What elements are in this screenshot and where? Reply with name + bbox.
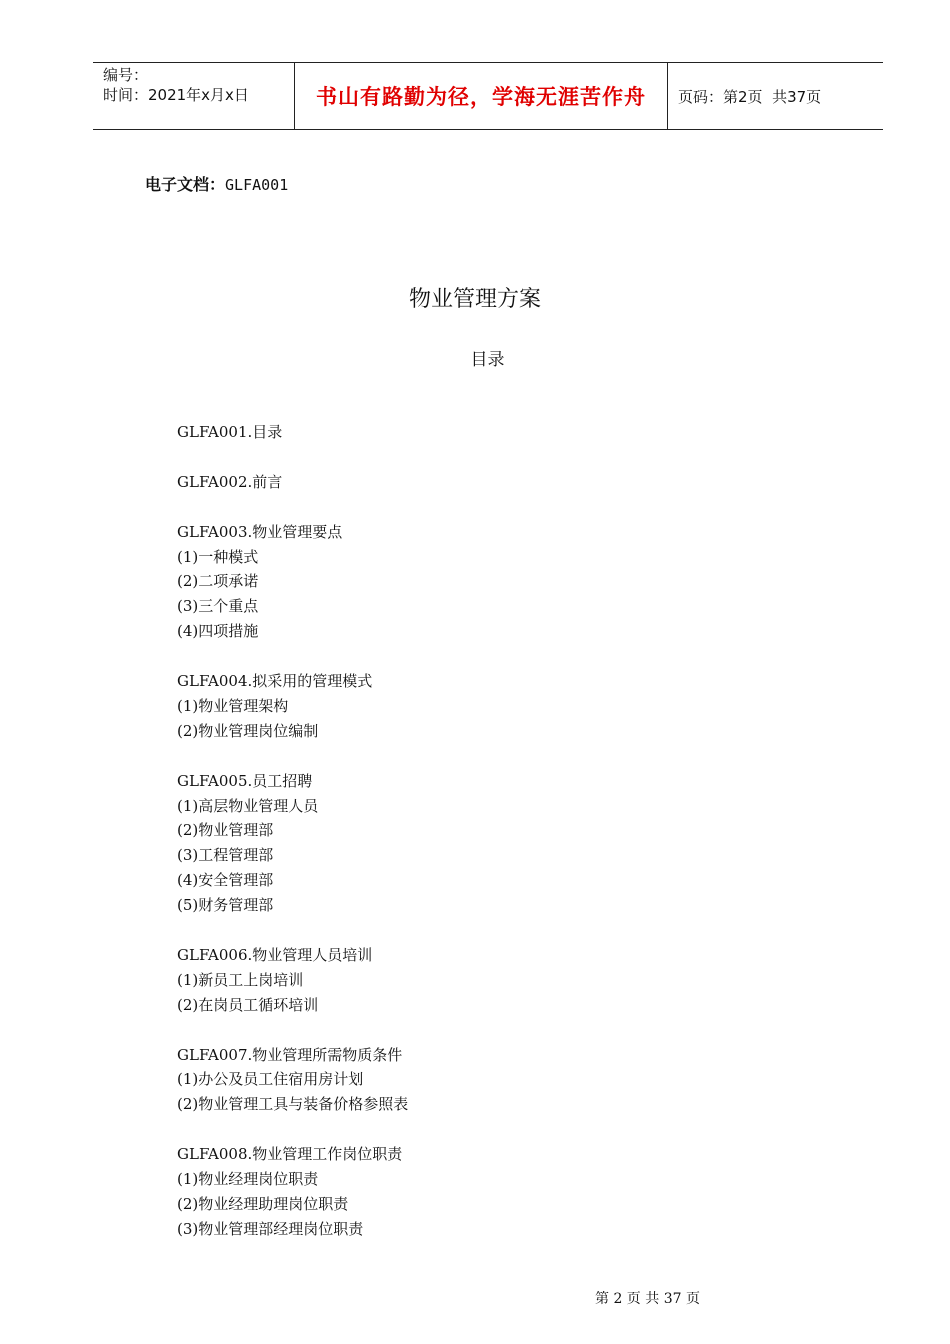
toc-section: [177, 420, 408, 445]
toc-item: (4)安全管理部: [177, 871, 274, 890]
toc-heading: GLFA001.目录: [177, 423, 283, 441]
toc-title: 目录: [470, 350, 505, 370]
toc-item: (1)一种模式: [177, 547, 259, 566]
toc-section: [177, 769, 408, 918]
time-label: 时间：2021年x月x日: [103, 86, 249, 104]
toc-item: (2)物业经理助理岗位职责: [177, 1194, 349, 1213]
toc-heading: GLFA006.物业管理人员培训: [177, 945, 373, 964]
toc-heading: GLFA004.拟采用的管理模式: [177, 672, 373, 691]
toc-item: (1)办公及员工住宿用房计划: [177, 1070, 364, 1089]
toc-item: (3)三个重点: [177, 597, 259, 616]
toc-item: (2)物业管理岗位编制: [177, 721, 319, 740]
toc-item: (2)二项承诺: [177, 572, 259, 591]
document-code-label: 电子文档：: [145, 175, 226, 194]
toc-section: [177, 943, 408, 1018]
toc-section: [177, 1142, 408, 1242]
document-code: [145, 172, 288, 195]
toc-heading: GLFA005.员工招聘: [177, 771, 313, 790]
toc-item: (1)物业管理架构: [177, 696, 289, 715]
toc-item: (3)物业管理部经理岗位职责: [177, 1219, 364, 1238]
toc-item: (2)在岗员工循环培训: [177, 995, 319, 1014]
toc-item: (1)物业经理岗位职责: [177, 1170, 319, 1189]
toc-heading: GLFA008.物业管理工作岗位职责: [177, 1145, 403, 1164]
table-of-contents: [177, 420, 408, 1267]
header-meta: [93, 63, 295, 129]
toc-heading: GLFA007.物业管理所需物质条件: [177, 1045, 403, 1064]
toc-item: (3)工程管理部: [177, 846, 274, 865]
toc-item: (2)物业管理工具与装备价格参照表: [177, 1095, 409, 1114]
page-header: [93, 62, 883, 130]
header-page-label: 页码：第2页 共37页: [678, 87, 822, 106]
toc-heading: GLFA003.物业管理要点: [177, 522, 343, 541]
toc-section: [177, 470, 408, 495]
header-motto: 书山有路勤为径，学海无涯苦作舟: [295, 63, 668, 129]
toc-item: (1)新员工上岗培训: [177, 970, 304, 989]
toc-section: [177, 1043, 408, 1118]
toc-heading: GLFA002.前言: [177, 472, 283, 491]
number-label: 编号：: [103, 66, 149, 84]
toc-section: [177, 520, 408, 645]
page-footer: 第 2 页 共 37 页: [595, 1291, 700, 1307]
toc-section: [177, 669, 408, 744]
document-title: 物业管理方案: [408, 287, 541, 312]
toc-item: (1)高层物业管理人员: [177, 796, 319, 815]
toc-item: (5)财务管理部: [177, 896, 274, 915]
toc-item: (2)物业管理部: [177, 821, 274, 840]
document-code-value: GLFA001: [225, 176, 289, 194]
toc-item: (4)四项措施: [177, 622, 259, 641]
